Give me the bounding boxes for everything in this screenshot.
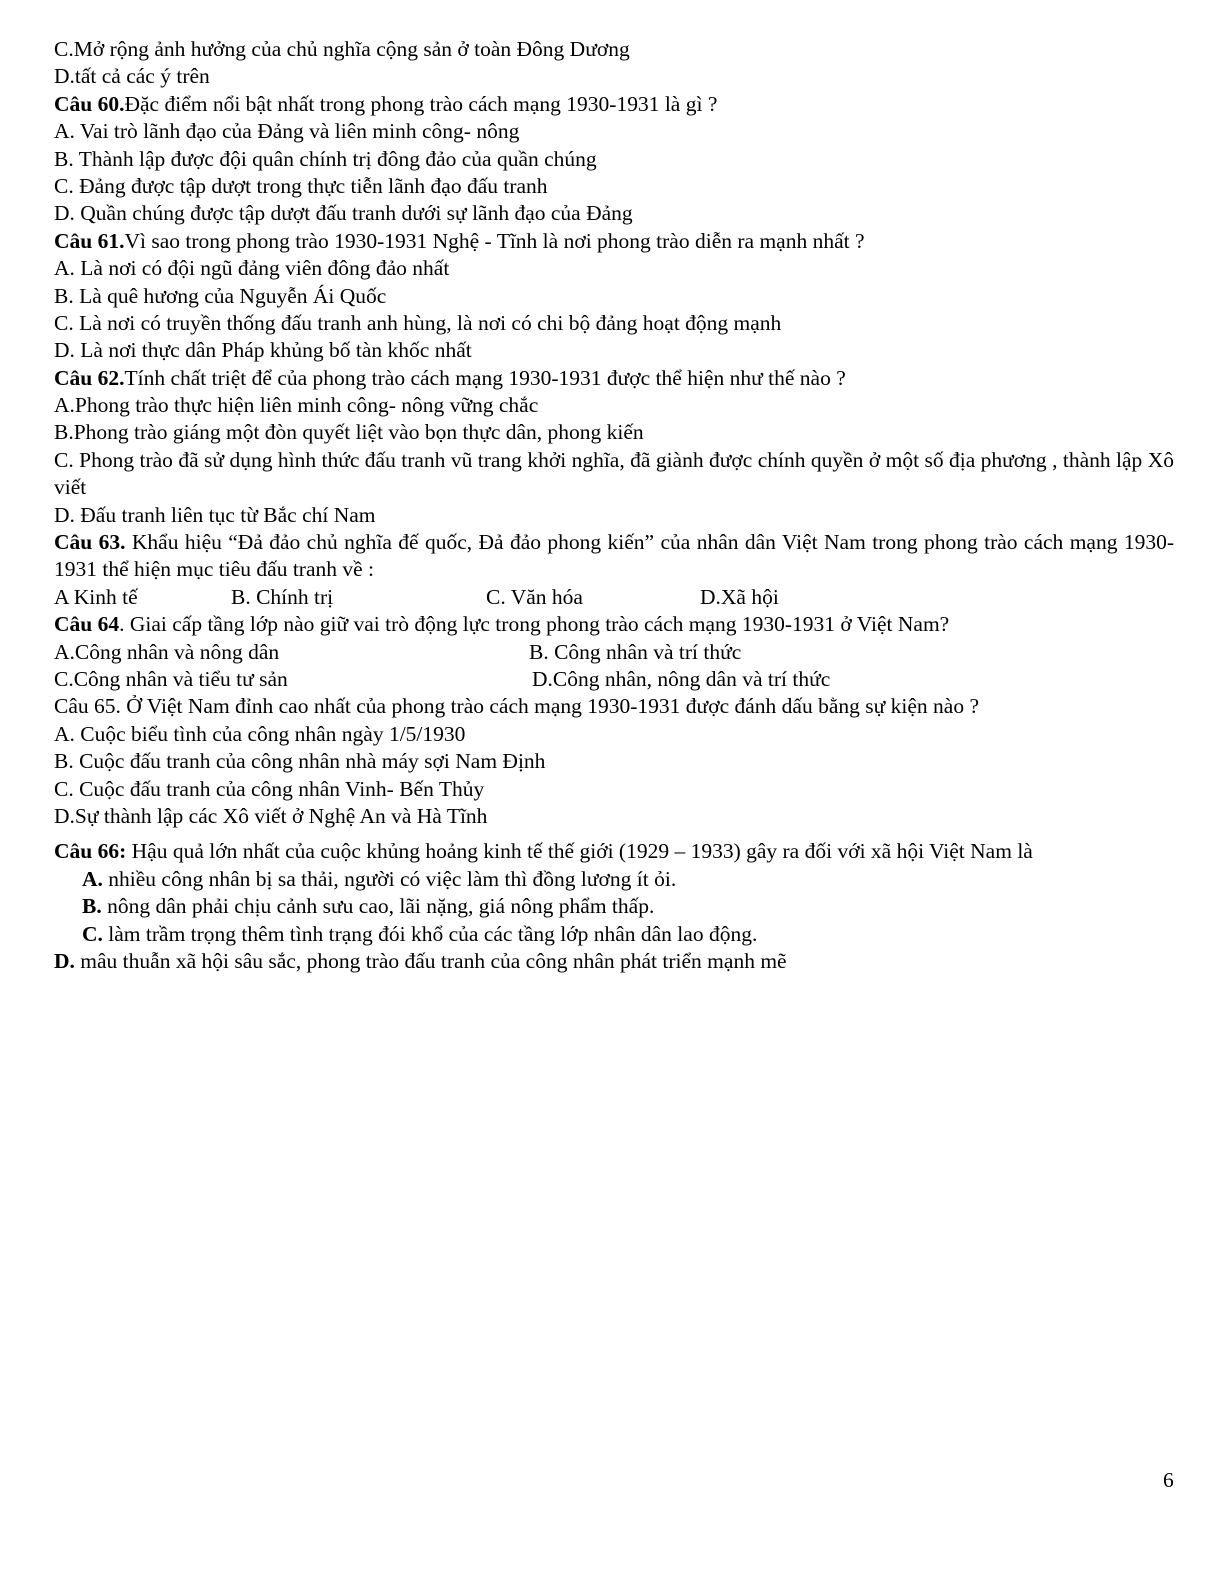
option-line: D. Là nơi thực dân Pháp khủng bố tàn khốc nhất (54, 338, 472, 363)
option-line: A.Phong trào thực hiện liên minh công- nông vững chắc (54, 393, 539, 418)
question-text: Đặc điểm nổi bật nhất trong phong trào cách mạng 1930-1931 là gì ? (124, 91, 718, 116)
question-number: Câu 63. (54, 530, 126, 555)
question-text: Tính chất triệt để của phong trào cách mạng 1930-1931 được thể hiện như thế nào ? (124, 365, 846, 390)
option-text: nhiều công nhân bị sa thải, người có việc làm thì đồng lương ít ỏi. (102, 866, 677, 891)
option-b: B. Chính trị (231, 584, 334, 609)
question-number: Câu 62. (54, 365, 125, 390)
option-line: B.Phong trào giáng một đòn quyết liệt vào bọn thực dân, phong kiến (54, 420, 644, 445)
option-letter: A. (82, 866, 103, 891)
question-text: . Giai cấp tầng lớp nào giữ vai trò động lực trong phong trào cách mạng 1930-1931 ở Việt Nam? (119, 612, 950, 637)
option-a: A Kinh tế (54, 584, 138, 609)
page-number: 6 (1163, 1468, 1174, 1492)
option-line: D.Sự thành lập các Xô viết ở Nghệ An và Hà Tĩnh (54, 804, 488, 828)
option-d: D.Công nhân, nông dân và trí thức (532, 667, 831, 692)
question-60 (54, 91, 1174, 118)
option-line: A. Cuộc biểu tình của công nhân ngày 1/5/1930 (54, 721, 466, 746)
option-line: C. Là nơi có truyền thống đấu tranh anh hùng, là nơi có chi bộ đảng hoạt động mạnh (54, 310, 782, 335)
option-c: C. Văn hóa (486, 584, 583, 609)
options-row (54, 639, 1174, 666)
option-line: B. Thành lập được đội quân chính trị đông đảo của quần chúng (54, 146, 597, 171)
option-line: D. Quần chúng được tập dượt đấu tranh dưới sự lãnh đạo của Đảng (54, 201, 633, 226)
option-letter: C. (82, 921, 103, 946)
option-line: B. Cuộc đấu tranh của công nhân nhà máy sợi Nam Định (54, 749, 546, 774)
option-d: D.Xã hội (700, 584, 779, 609)
option-b: B. Công nhân và trí thức (529, 639, 742, 664)
option-line: C. Đảng được tập dượt trong thực tiễn lãnh đạo đấu tranh (54, 173, 548, 198)
option-letter: D. (54, 948, 75, 973)
option-line: D.tất cả các ý trên (54, 64, 210, 89)
option-line (54, 866, 1174, 893)
question-number: Câu 64 (54, 612, 120, 637)
document-page (54, 36, 1174, 975)
option-text: mâu thuẫn xã hội sâu sắc, phong trào đấu tranh của công nhân phát triển mạnh mẽ (74, 948, 787, 973)
option-c: C.Công nhân và tiểu tư sản (54, 667, 288, 692)
option-line: C. Cuộc đấu tranh của công nhân Vinh- Bến Thủy (54, 776, 485, 801)
option-line (54, 893, 1174, 920)
options-row (54, 666, 1174, 693)
question-65: Câu 65. Ở Việt Nam đỉnh cao nhất của phong trào cách mạng 1930-1931 được đánh dấu bằng sự kiện nào ? (54, 694, 979, 719)
option-line: B. Là quê hương của Nguyễn Ái Quốc (54, 283, 387, 308)
option-line: D. Đấu tranh liên tục từ Bắc chí Nam (54, 502, 376, 527)
question-number: Câu 60. (54, 91, 125, 116)
question-text: Hậu quả lớn nhất của cuộc khủng hoảng kinh tế thế giới (1929 – 1933) gây ra đối với xã hội Việt Nam là (126, 839, 1033, 864)
option-line: C.Mở rộng ảnh hưởng của chủ nghĩa cộng sản ở toàn Đông Dương (54, 37, 630, 61)
option-line: C. Phong trào đã sử dụng hình thức đấu tranh vũ trang khởi nghĩa, đã giành được chính quyền ở một số địa phương , thành lập Xô viết (54, 447, 1174, 500)
question-text: Vì sao trong phong trào 1930-1931 Nghệ - Tĩnh là nơi phong trào diễn ra mạnh nhất ? (124, 228, 865, 253)
option-text: nông dân phải chịu cảnh sưu cao, lãi nặng, giá nông phẩm thấp. (101, 894, 655, 919)
option-line (54, 921, 1174, 948)
option-text: làm trầm trọng thêm tình trạng đói khổ của các tầng lớp nhân dân lao động. (102, 921, 758, 946)
question-text: Khẩu hiệu “Đả đảo chủ nghĩa đế quốc, Đả đảo phong kiến” của nhân dân Việt Nam trong phong trào cách mạng 1930-1931 thể hiện mục tiêu đấu tranh về : (54, 530, 1175, 582)
option-line (54, 948, 1174, 975)
option-line: A. Là nơi có đội ngũ đảng viên đông đảo nhất (54, 256, 450, 281)
question-number: Câu 61. (54, 228, 125, 253)
option-a: A.Công nhân và nông dân (54, 639, 280, 664)
question-64 (54, 611, 1174, 638)
options-row (54, 584, 1174, 611)
question-63 (54, 529, 1174, 584)
option-line: A. Vai trò lãnh đạo của Đảng và liên minh công- nông (54, 119, 520, 144)
question-61 (54, 228, 1174, 255)
question-66 (54, 838, 1174, 865)
option-letter: B. (82, 894, 102, 919)
question-62 (54, 365, 1174, 392)
question-number: Câu 66: (54, 839, 127, 864)
